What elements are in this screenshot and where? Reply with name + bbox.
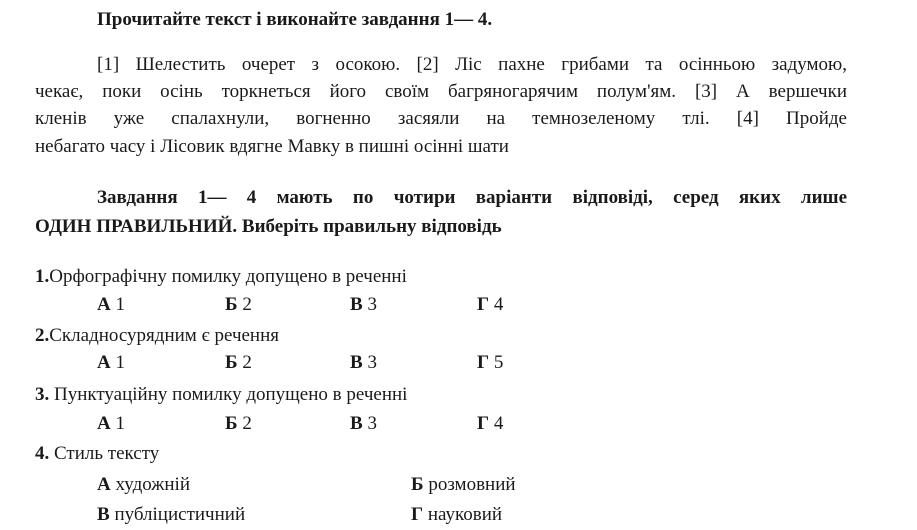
- passage-line-3: кленів уже спалахнули, вогненно засяяли на темнозеленому тлі. [4] Пройде: [35, 108, 847, 129]
- q4-option-a[interactable]: А художній: [97, 474, 190, 495]
- q1-option-d[interactable]: Г 4: [477, 294, 504, 315]
- q2-option-a[interactable]: А 1: [97, 352, 125, 373]
- question-number: 3.: [35, 384, 50, 405]
- q3-option-a[interactable]: А 1: [97, 413, 125, 434]
- q4-option-c[interactable]: В публіцистичний: [97, 504, 246, 525]
- question-text: Пунктуаційну помилку допущено в реченні: [49, 384, 408, 405]
- question-3: [35, 384, 407, 406]
- question-4: [35, 443, 159, 465]
- q3-option-d[interactable]: Г 4: [477, 413, 504, 434]
- q1-option-c[interactable]: В 3: [350, 294, 377, 315]
- q4-option-b[interactable]: Б розмовний: [411, 474, 516, 495]
- q2-option-d[interactable]: Г 5: [477, 352, 504, 373]
- q2-option-b[interactable]: Б 2: [225, 352, 252, 373]
- question-text: Стиль тексту: [49, 443, 160, 464]
- question-text: Орфографічну помилку допущено в реченні: [49, 266, 407, 287]
- q3-option-b[interactable]: Б 2: [225, 413, 252, 434]
- page-title: Прочитайте текст і виконайте завдання 1— 4.: [97, 9, 493, 30]
- question-number: 2.: [35, 325, 50, 346]
- question-number: 4.: [35, 443, 50, 464]
- q2-option-c[interactable]: В 3: [350, 352, 377, 373]
- q3-option-c[interactable]: В 3: [350, 413, 377, 434]
- passage-line-4: небагато часу і Лісовик вдягне Мавку в пишні осінні шати: [35, 136, 509, 157]
- question-number: 1.: [35, 266, 50, 287]
- question-text: Складносурядним є речення: [49, 325, 280, 346]
- q1-option-b[interactable]: Б 2: [225, 294, 252, 315]
- passage-line-1: [1] Шелестить очерет з осокою. [2] Ліс пахне грибами та осінньою задумою,: [97, 54, 847, 75]
- question-2: [35, 325, 279, 347]
- instructions-line-2: ОДИН ПРАВИЛЬНИЙ. Виберіть правильну відповідь: [35, 216, 502, 237]
- q1-option-a[interactable]: А 1: [97, 294, 125, 315]
- instructions-line-1: Завдання 1— 4 мають по чотири варіанти відповіді, серед яких лише: [97, 187, 847, 208]
- passage-line-2: чекає, поки осінь торкнеться його своїм багряногарячим полум'ям. [3] А вершечки: [35, 81, 847, 102]
- question-1: [35, 266, 407, 288]
- q4-option-d[interactable]: Г науковий: [411, 504, 503, 525]
